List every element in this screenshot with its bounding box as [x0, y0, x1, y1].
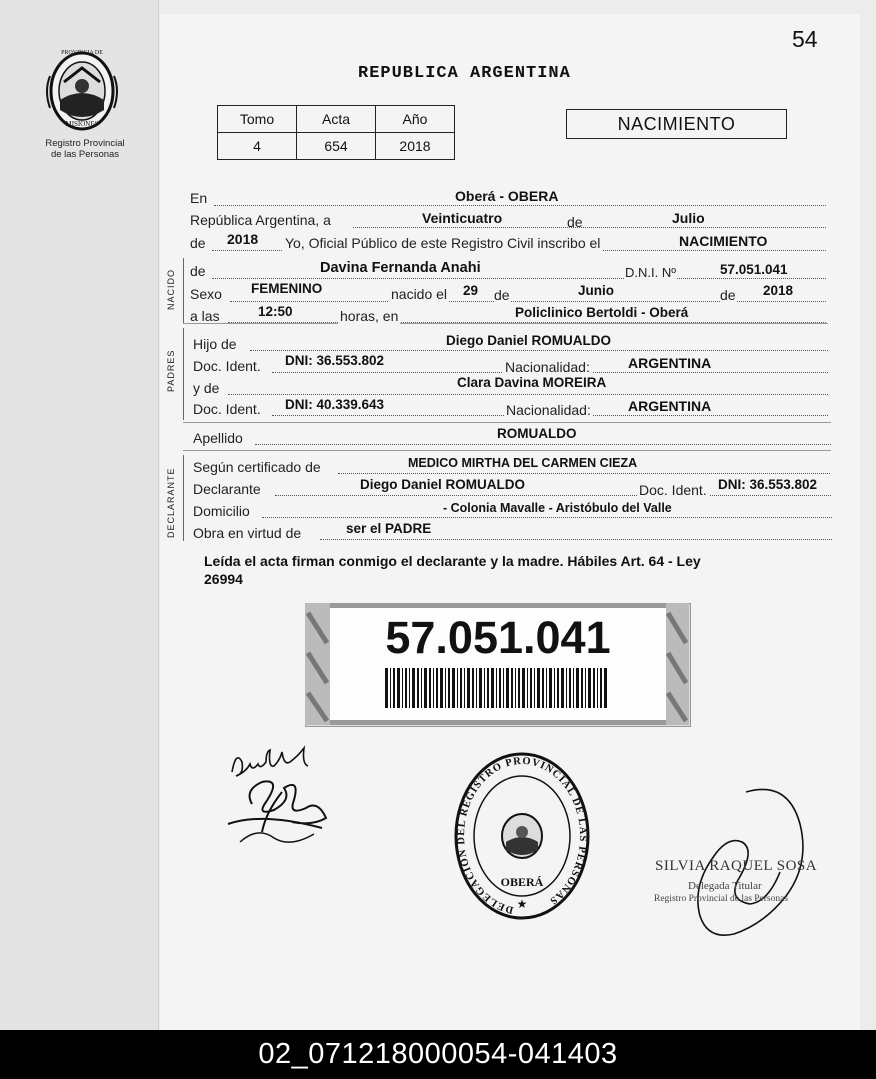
- dni-label: D.N.I. Nº: [625, 265, 676, 280]
- domicilio-value: - Colonia Mavalle - Aristóbulo del Valle: [443, 501, 672, 515]
- section-divider: [183, 450, 831, 451]
- sexo-label: Sexo: [190, 286, 222, 302]
- value-ano: 2018: [376, 133, 455, 160]
- domicilio-label: Domicilio: [193, 503, 250, 519]
- closing-statement-line2: 26994: [204, 571, 243, 587]
- declarante-section-rule: [183, 455, 184, 541]
- logo-text-top: PROVINCIA DE: [61, 50, 103, 56]
- page-number: 54: [792, 26, 818, 52]
- father-nationality-value: ARGENTINA: [628, 355, 712, 371]
- official-name: SILVIA RAQUEL SOSA: [655, 858, 818, 874]
- record-table-header: [218, 106, 455, 133]
- nacionalidad-label: Nacionalidad:: [506, 402, 591, 418]
- dotted-line: [228, 394, 828, 395]
- dotted-line: [320, 539, 832, 540]
- dotted-line: [214, 205, 826, 206]
- doc-ident-label: Doc. Ident.: [193, 358, 261, 374]
- dotted-line: [230, 301, 826, 302]
- place-value: Oberá - OBERA: [455, 188, 559, 204]
- a-las-label: a las: [190, 308, 220, 324]
- logo-caption: [20, 138, 150, 160]
- barcode-icon: [385, 668, 607, 708]
- dotted-line: [262, 517, 832, 518]
- star-icon: ★: [516, 897, 528, 911]
- nacido-section-rule: [183, 258, 184, 323]
- certificate-value: MEDICO MIRTHA DEL CARMEN CIEZA: [408, 456, 638, 470]
- segun-label: Según certificado de: [193, 459, 321, 475]
- stamp-seal-icon: [502, 814, 542, 858]
- declarant-signature: [222, 742, 337, 857]
- value-acta: 654: [297, 133, 376, 160]
- nacido-de-label: de: [190, 263, 206, 279]
- declarante-doc-value: DNI: 36.553.802: [718, 477, 818, 492]
- logo-caption-line1: Registro Provincial: [45, 138, 125, 149]
- de2-label: de: [190, 235, 206, 251]
- barcode-number: 57.051.041: [385, 612, 611, 663]
- birth-time-value: 12:50: [258, 304, 293, 319]
- dotted-line: [275, 495, 831, 496]
- section-divider: [183, 323, 828, 324]
- doc-ident-label: Doc. Ident.: [193, 401, 261, 417]
- mother-name-value: Clara Davina MOREIRA: [457, 375, 607, 390]
- header-tomo: Tomo: [218, 106, 297, 133]
- declarante-label: Declarante: [193, 481, 261, 497]
- stamp-ring-text: DELEGACION DEL REGISTRO PROVINCIAL DE LAS PERSONAS: [455, 755, 589, 916]
- logo-text-bottom: MISIONES: [65, 120, 99, 128]
- birth-place-value: Policlinico Bertoldi - Oberá: [515, 305, 689, 320]
- dotted-line: [338, 473, 830, 474]
- footer-document-id: 02_071218000054-041403: [0, 1030, 876, 1079]
- header-acta: Acta: [297, 106, 376, 133]
- mother-nationality-value: ARGENTINA: [628, 398, 712, 414]
- dotted-line: [212, 278, 826, 279]
- de-label: de: [720, 287, 736, 303]
- sexo-value: FEMENINO: [251, 281, 323, 296]
- declarante-value: Diego Daniel ROMUALDO: [360, 477, 526, 492]
- nacido-section-label: NACIDO: [166, 268, 176, 310]
- child-dni-value: 57.051.041: [720, 262, 788, 277]
- logo-caption-line2: de las Personas: [50, 149, 120, 160]
- nacionalidad-label: Nacionalidad:: [505, 359, 590, 375]
- stamp-bottom-text: OBERÁ: [500, 875, 544, 889]
- inscribo-value: NACIMIENTO: [679, 233, 768, 249]
- birth-year-value: 2018: [763, 283, 794, 298]
- section-divider: [183, 422, 831, 423]
- y-de-label: y de: [193, 380, 220, 396]
- father-doc-value: DNI: 36.553.802: [285, 353, 385, 368]
- hijo-de-label: Hijo de: [193, 336, 237, 352]
- document-title: REPUBLICA ARGENTINA: [358, 64, 571, 83]
- header-ano: Año: [376, 106, 455, 133]
- en-label: En: [190, 190, 208, 206]
- month-value: Julio: [672, 210, 705, 226]
- closing-statement: [204, 552, 816, 588]
- registry-stamp: [452, 750, 592, 930]
- obra-value: ser el PADRE: [346, 521, 432, 536]
- declarante-section-label: DECLARANTE: [166, 467, 176, 538]
- year-value: 2018: [227, 231, 259, 247]
- child-name-value: Davina Fernanda Anahi: [320, 260, 481, 276]
- dotted-line: [255, 444, 831, 445]
- de-label: de: [494, 287, 510, 303]
- inscribo-label: Yo, Oficial Público de este Registro Civil inscribo el: [285, 235, 601, 251]
- republica-label: República Argentina, a: [190, 212, 331, 228]
- obra-label: Obra en virtud de: [193, 525, 302, 541]
- official-title: Delegada Titular: [688, 880, 762, 892]
- day-value: Veinticuatro: [422, 210, 503, 226]
- record-table: [217, 105, 455, 160]
- value-tomo: 4: [218, 133, 297, 160]
- closing-statement-line1: Leída el acta firman conmigo el declarante y la madre. Hábiles Art. 64 - Ley: [204, 553, 701, 569]
- apellido-label: Apellido: [193, 430, 243, 446]
- horas-label: horas, en: [340, 308, 399, 324]
- dotted-line: [228, 322, 826, 323]
- birth-month-value: Junio: [578, 283, 614, 298]
- nacido-el-label: nacido el: [391, 286, 448, 302]
- father-name-value: Diego Daniel ROMUALDO: [446, 333, 612, 348]
- record-table-values: [218, 133, 455, 160]
- de-label: de: [567, 214, 583, 230]
- apellido-value: ROMUALDO: [497, 426, 577, 441]
- doc-ident-label: Doc. Ident.: [639, 482, 707, 498]
- padres-section-label: PADRES: [166, 349, 176, 392]
- dotted-line: [353, 227, 826, 228]
- act-type-box: NACIMIENTO: [566, 109, 787, 139]
- official-office: Registro Provincial de las Personas: [654, 894, 789, 904]
- birth-day-value: 29: [463, 283, 479, 298]
- mother-doc-value: DNI: 40.339.643: [285, 397, 385, 412]
- dotted-line: [250, 350, 828, 351]
- padres-section-rule: [183, 328, 184, 420]
